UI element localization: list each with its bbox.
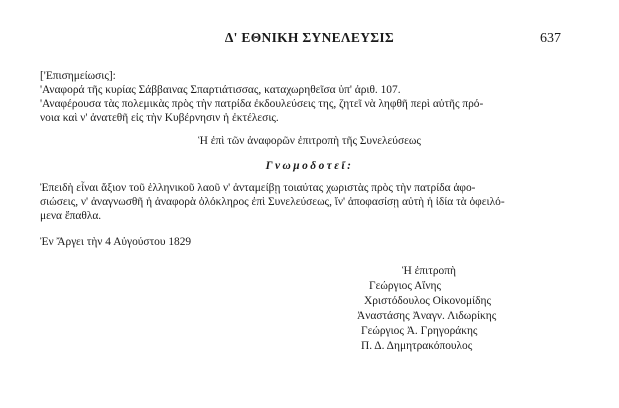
signatory-name: Γεώργιος Αἴνης: [369, 280, 441, 292]
page-header-title: Δ' ΕΘΝΙΚΗ ΣΥΝΕΛΕΥΣΙΣ: [224, 30, 395, 45]
signatory-name: Γεώργιος Ἀ. Γρηγοράκης: [361, 325, 478, 337]
page-number: 637: [540, 31, 561, 46]
signatures-heading: Ἡ ἐπιτροπὴ: [402, 265, 456, 277]
committee-heading: Ἡ ἐπὶ τῶν ἀναφορῶν ἐπιτροπὴ τῆς Συνελεύσεως: [198, 135, 421, 147]
opinion-text-line-2: σιώσεις, ν' ἀναγνωσθῆ ἡ ἀναφορὰ ὁλόκληρος ἐπὶ Συνελεύσεως, ἵν' ἀποφασίσῃ αὐτὴ ἡ ἰδία τὰ ὀφειλό-: [40, 196, 505, 208]
remark-label: ['Επισημείωσις]:: [40, 70, 116, 82]
date-line: Ἐν Ἄργει τὴν 4 Αὐγούστου 1829: [40, 236, 192, 248]
signatory-name: Π. Δ. Δημητρακόπουλος: [361, 340, 473, 352]
opinion-text-line-1: Ἐπειδὴ εἶναι ἄξιον τοῦ ἑλληνικοῦ λαοῦ ν' ἀνταμείβῃ τοιαύτας χωριστὰς πρὸς τὴν πατρίδα ἀφο-: [40, 182, 476, 194]
report-text-line-2: νοια καὶ ν' ἀνατεθῆ εἰς τὴν Κυβέρνησιν ἡ ἐκτέλεσις.: [40, 112, 279, 124]
opinion-heading: Γνωμοδοτεῖ:: [265, 160, 354, 172]
report-text-line-1: 'Αναφέρουσα τὰς πολεμικὰς πρὸς τὴν πατρίδα ἐκδουλεύσεις της, ζητεῖ νὰ ληφθῆ περὶ αὐτῆς πρό-: [40, 98, 484, 110]
signatory-name: Χριστόδουλος Οἰκονομίδης: [364, 295, 491, 307]
report-title-line: 'Αναφορά τῆς κυρίας Σάββαινας Σπαρτιάτισσας, καταχωρηθεῖσα ὑπ' ἀριθ. 107.: [40, 84, 401, 96]
opinion-text-line-3: μενα ἔπαθλα.: [40, 210, 102, 222]
signatory-name: Ἀναστάσης Ἀναγν. Λιδωρίκης: [357, 310, 497, 322]
